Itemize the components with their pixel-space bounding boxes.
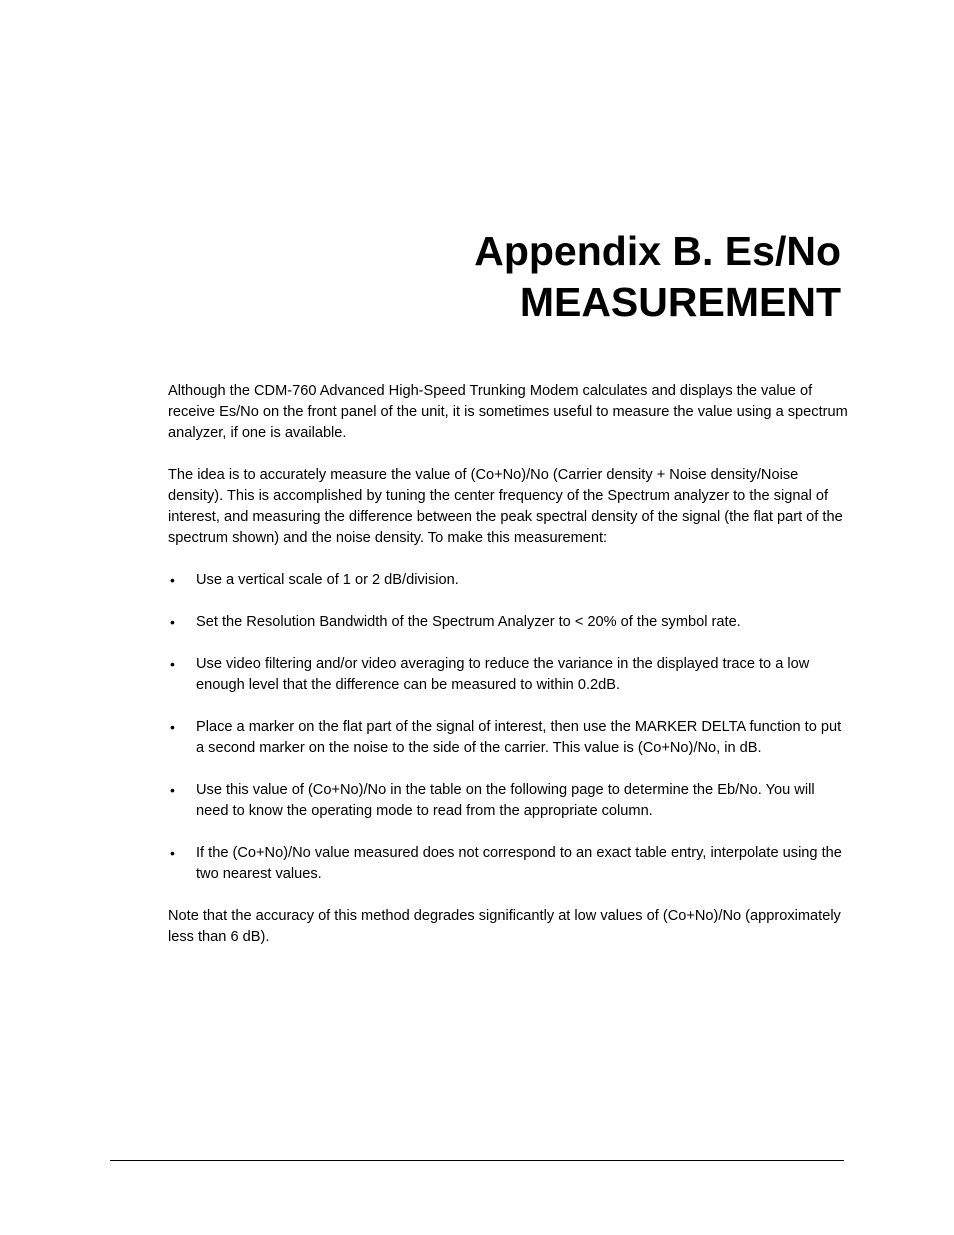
list-item [168,654,848,696]
page-title [141,226,841,328]
document-body [168,381,848,969]
closing-paragraph: Note that the accuracy of this method degrades significantly at low values of (Co+No)/No (approximately less than 6 dB). [168,908,841,945]
list-item-text: Use a vertical scale of 1 or 2 dB/division. [196,572,459,588]
list-item [168,612,848,633]
footer-divider [110,1160,844,1161]
bullet-icon: • [170,782,175,798]
bullet-icon: • [170,656,175,672]
bullet-icon: • [170,719,175,735]
bullet-icon: • [170,614,175,630]
instruction-list [168,570,848,885]
list-item-text: If the (Co+No)/No value measured does not correspond to an exact table entry, interpolate using the two nearest values. [196,845,842,882]
list-item [168,570,848,591]
bullet-icon: • [170,845,175,861]
list-item-text: Use this value of (Co+No)/No in the table on the following page to determine the Eb/No. You will need to know the operating mode to read from the appropriate column. [196,782,815,819]
list-item-text: Use video filtering and/or video averaging to reduce the variance in the displayed trace to a low enough level that the difference can be measured to within 0.2dB. [196,656,810,693]
intro-paragraph: Although the CDM-760 Advanced High-Speed Trunking Modem calculates and displays the value of receive Es/No on the front panel of the unit, it is sometimes useful to measure the value using a spectrum analyzer, if one is available. [168,383,848,441]
title-line-1: Appendix B. Es/No [474,228,841,274]
list-item [168,843,848,885]
title-line-2: MEASUREMENT [519,279,841,325]
list-item [168,717,848,759]
intro-paragraph: The idea is to accurately measure the value of (Co+No)/No (Carrier density + Noise density/Noise density). This is accomplished by tuning the center frequency of the Spectrum analyzer to the signal of interest, and measuring the difference between the peak spectral density of the signal (the flat part of the spectrum shown) and the noise density. To make this measurement: [168,467,843,546]
list-item [168,780,848,822]
list-item-text: Set the Resolution Bandwidth of the Spectrum Analyzer to < 20% of the symbol rate. [196,614,741,630]
bullet-icon: • [170,572,175,588]
list-item-text: Place a marker on the flat part of the signal of interest, then use the MARKER DELTA function to put a second marker on the noise to the side of the carrier. This value is (Co+No)/No, in dB. [196,719,842,756]
